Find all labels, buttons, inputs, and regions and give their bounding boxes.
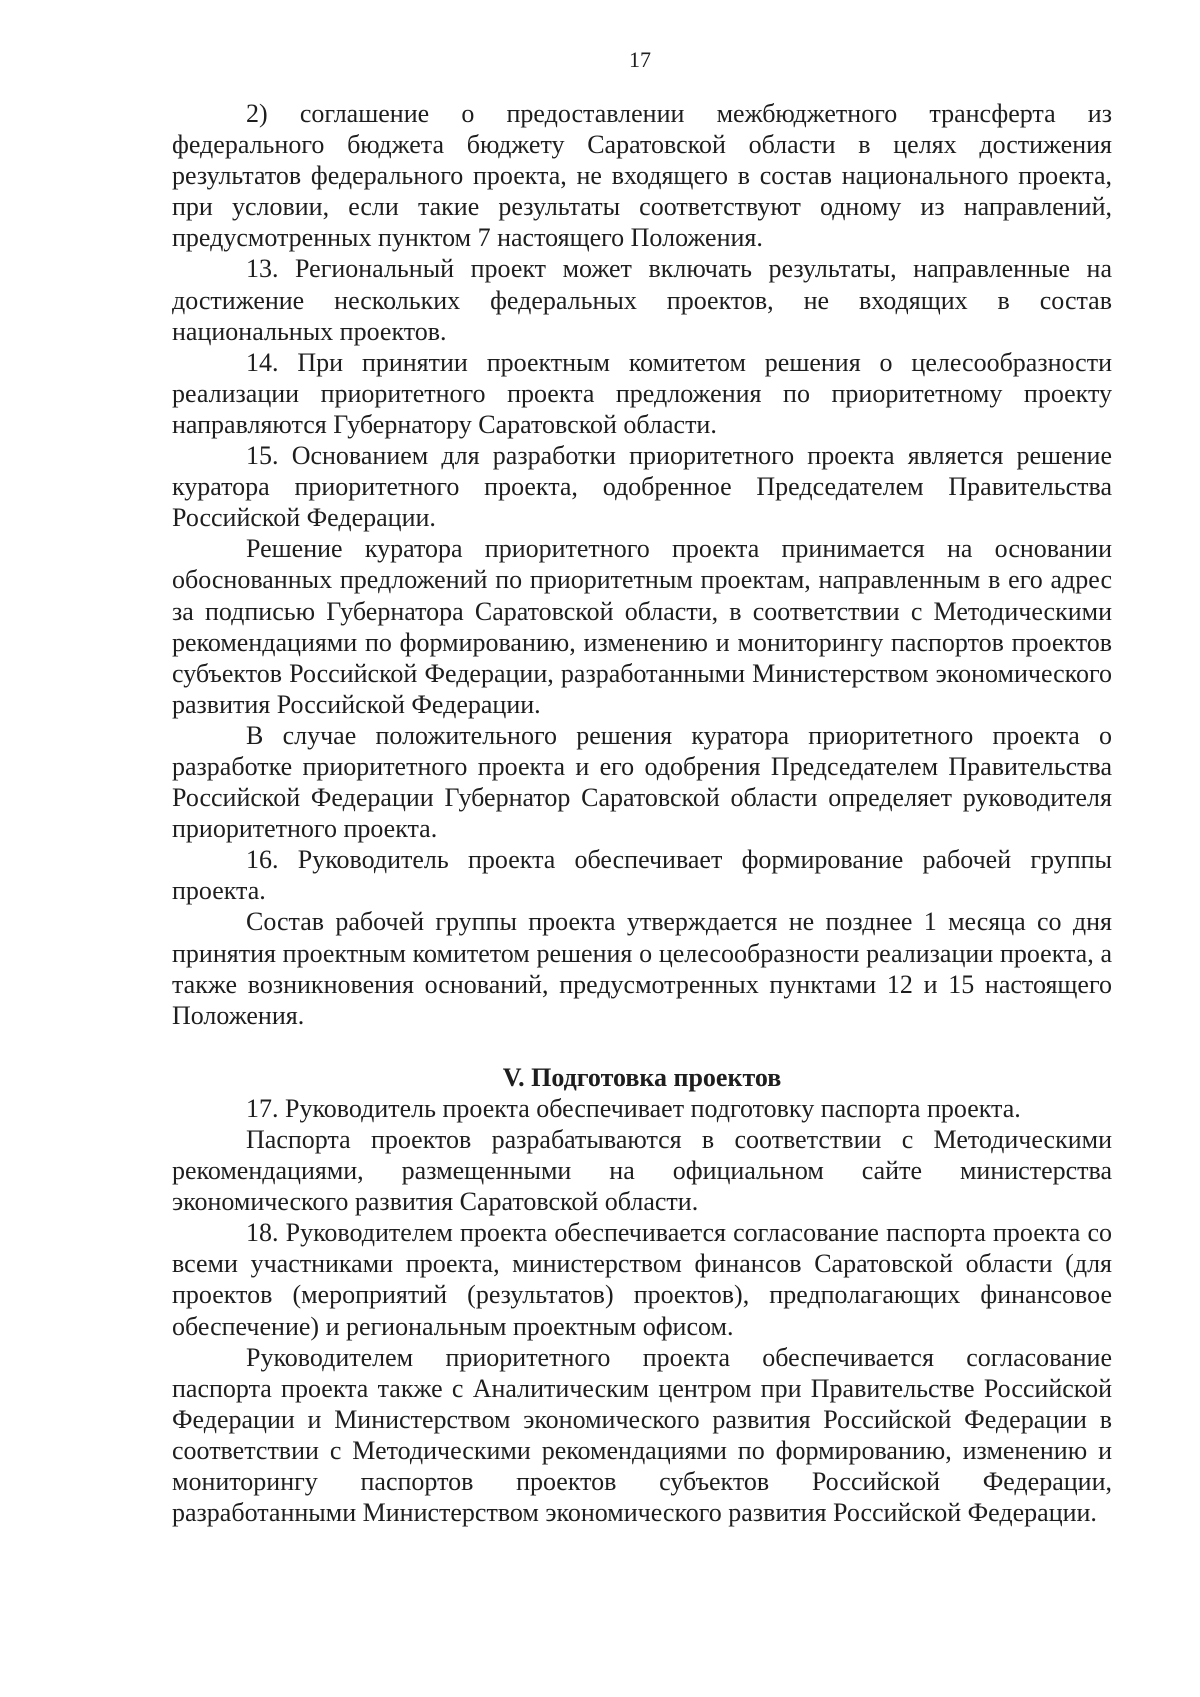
paragraph-subitem-2: 2) соглашение о предоставлении межбюджетного трансферта из федерального бюджета бюджету Саратовской области в целях достижения результатов федерального проекта, не входящего в состав национального проекта, при условии, если такие результаты соответствуют одному из направлений, предусмотренных пунктом 7 настоящего Положения. [172, 99, 1112, 253]
paragraph-priority-approval: Руководителем приоритетного проекта обеспечивается согласование паспорта проекта также с Аналитическим центром при Правительстве Российской Федерации и Министерством экономического развития Российской Федерации в соответствии с Методическими рекомендациями по формированию, изменению и мониторингу паспортов проектов субъектов Российской Федерации, разработанными Министерством экономического развития Российской Федерации. [172, 1342, 1112, 1528]
paragraph-item-16: 16. Руководитель проекта обеспечивает формирование рабочей группы проекта. [172, 845, 1112, 906]
paragraph-passports: Паспорта проектов разрабатываются в соответствии с Методическими рекомендациями, размещенными на официальном сайте министерства экономического развития Саратовской области. [172, 1125, 1112, 1217]
paragraph-item-13: 13. Региональный проект может включать результаты, направленные на достижение нескольких федеральных проектов, не входящих в состав национальных проектов. [172, 254, 1112, 346]
paragraph-curator-decision: Решение куратора приоритетного проекта принимается на основании обоснованных предложений по приоритетным проектам, направленным в его адрес за подписью Губернатора Саратовской области, в соответствии с Методическими рекомендациями по формированию, изменению и мониторингу паспортов проектов субъектов Российской Федерации, разработанными Министерством экономического развития Российской Федерации. [172, 534, 1112, 719]
paragraph-item-18: 18. Руководителем проекта обеспечивается согласование паспорта проекта со всеми участниками проекта, министерством финансов Саратовской области (для проектов (мероприятий (результатов) проектов), предполагающих финансовое обеспечение) и региональным проектным офисом. [172, 1218, 1112, 1341]
section-heading: V. Подготовка проектов [502, 1062, 782, 1092]
paragraph-item-14: 14. При принятии проектным комитетом решения о целесообразности реализации приоритетного проекта предложения по приоритетному проекту направляются Губернатору Саратовской области. [172, 347, 1112, 439]
paragraph-item-15: 15. Основанием для разработки приоритетного проекта является решение куратора приоритетного проекта, одобренное Председателем Правительства Российской Федерации. [172, 441, 1112, 533]
page-number: 17 [629, 47, 651, 72]
paragraph-working-group: Состав рабочей группы проекта утверждается не позднее 1 месяца со дня принятия проектным комитетом решения о целесообразности реализации проекта, а также возникновения оснований, предусмотренных пунктами 12 и 15 настоящего Положения. [172, 907, 1112, 1030]
paragraph-positive-decision: В случае положительного решения куратора приоритетного проекта о разработке приоритетного проекта и его одобрения Председателем Правительства Российской Федерации Губернатор Саратовской области определяет руководителя приоритетного проекта. [172, 720, 1112, 844]
paragraph-item-17: 17. Руководитель проекта обеспечивает подготовку паспорта проекта. [246, 1093, 1021, 1123]
document-body [172, 98, 1112, 1528]
